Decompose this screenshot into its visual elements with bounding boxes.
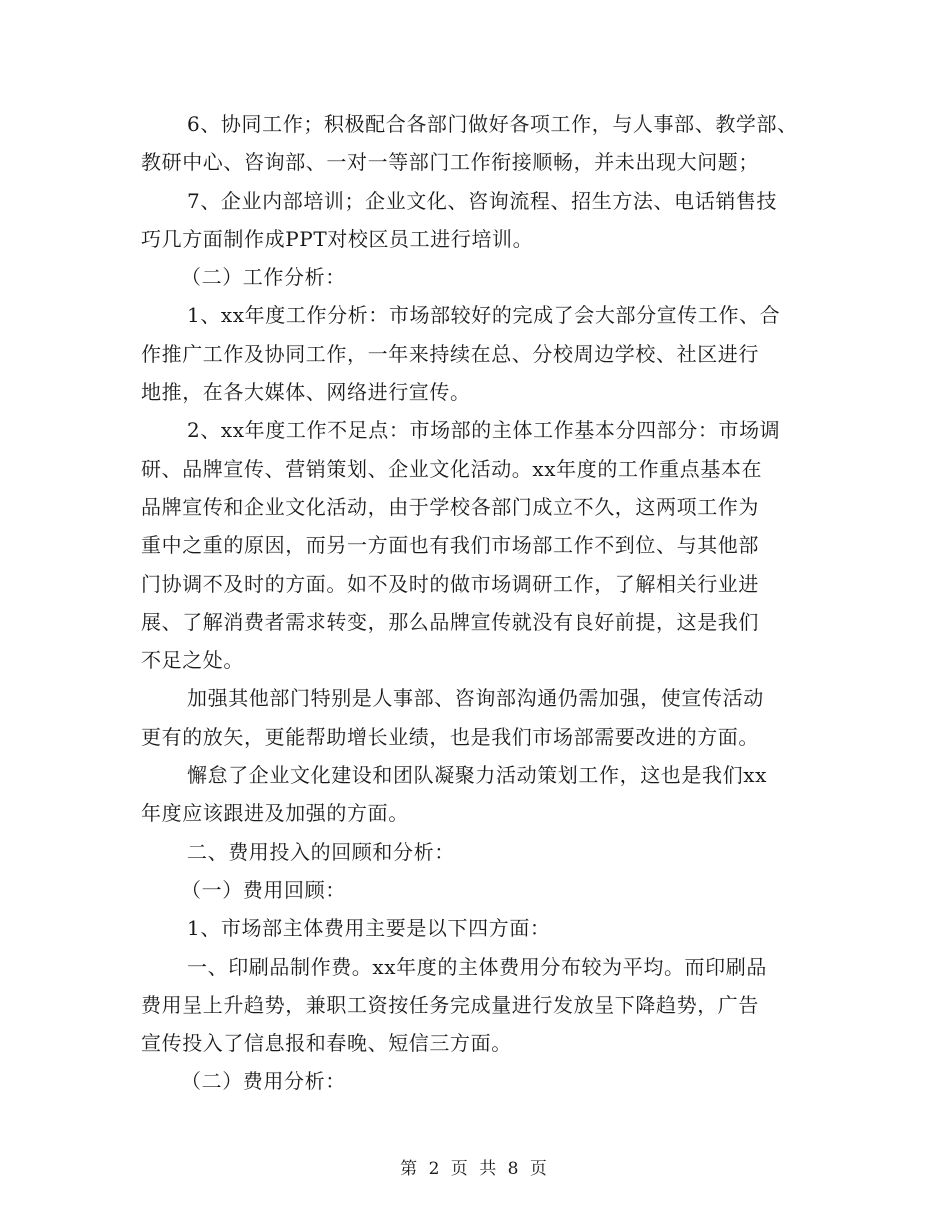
paragraph-line: 一、印刷品制作费。xx年度的主体费用分布较为平均。而印刷品 xyxy=(187,954,767,979)
paragraph-line: 更有的放矢，更能帮助增长业绩，也是我们市场部需要改进的方面。 xyxy=(141,724,759,749)
section-heading: （二）费用分析： xyxy=(181,1069,346,1094)
paragraph-line: 宣传投入了信息报和春晚、短信三方面。 xyxy=(141,1031,512,1056)
paragraph-line: 作推广工作及协同工作，一年来持续在总、分校周边学校、社区进行 xyxy=(141,341,759,366)
paragraph-line: 6、协同工作；积极配合各部门做好各项工作，与人事部、教学部、 xyxy=(187,112,798,136)
paragraph-line: 费用呈上升趋势，兼职工资按任务完成量进行发放呈下降趋势，广告 xyxy=(141,992,759,1017)
paragraph-line: 教研中心、咨询部、一对一等部门工作衔接顺畅，并未出现大问题； xyxy=(141,150,759,175)
paragraph-line: 懈怠了企业文化建设和团队凝聚力活动策划工作，这也是我们xx xyxy=(187,763,767,788)
paragraph-line: 年度应该跟进及加强的方面。 xyxy=(141,801,409,826)
paragraph-line: 1、xx年度工作分析：市场部较好的完成了会大部分宣传工作、合 xyxy=(187,303,781,328)
page-number-footer: 第 2 页 共 8 页 xyxy=(400,1159,550,1179)
paragraph-line: 加强其他部门特别是人事部、咨询部沟通仍需加强，使宣传活动 xyxy=(187,686,764,711)
paragraph-line: 2、xx年度工作不足点：市场部的主体工作基本分四部分：市场调 xyxy=(187,418,781,443)
paragraph-line: 不足之处。 xyxy=(141,648,244,673)
section-heading: （一）费用回顾： xyxy=(181,877,346,902)
paragraph-line: 品牌宣传和企业文化活动，由于学校各部门成立不久，这两项工作为 xyxy=(141,494,759,519)
paragraph-line: 地推，在各大媒体、网络进行宣传。 xyxy=(141,380,471,405)
paragraph-line: 重中之重的原因，而另一方面也有我们市场部工作不到位、与其他部 xyxy=(141,533,759,558)
section-heading: （二）工作分析： xyxy=(181,265,346,290)
paragraph-line: 1、市场部主体费用主要是以下四方面： xyxy=(187,916,551,941)
paragraph-line: 7、企业内部培训；企业文化、咨询流程、招生方法、电话销售技 xyxy=(187,188,778,213)
paragraph-line: 展、了解消费者需求转变，那么品牌宣传就没有良好前提，这是我们 xyxy=(141,609,759,634)
paragraph-line: 巧几方面制作成PPT对校区员工进行培训。 xyxy=(141,226,534,251)
paragraph-line: 研、品牌宣传、营销策划、企业文化活动。xx年度的工作重点基本在 xyxy=(141,456,763,481)
document-body xyxy=(141,105,821,1101)
paragraph-line: 门协调不及时的方面。如不及时的做市场调研工作，了解相关行业进 xyxy=(141,571,759,596)
section-heading: 二、费用投入的回顾和分析： xyxy=(187,839,455,864)
